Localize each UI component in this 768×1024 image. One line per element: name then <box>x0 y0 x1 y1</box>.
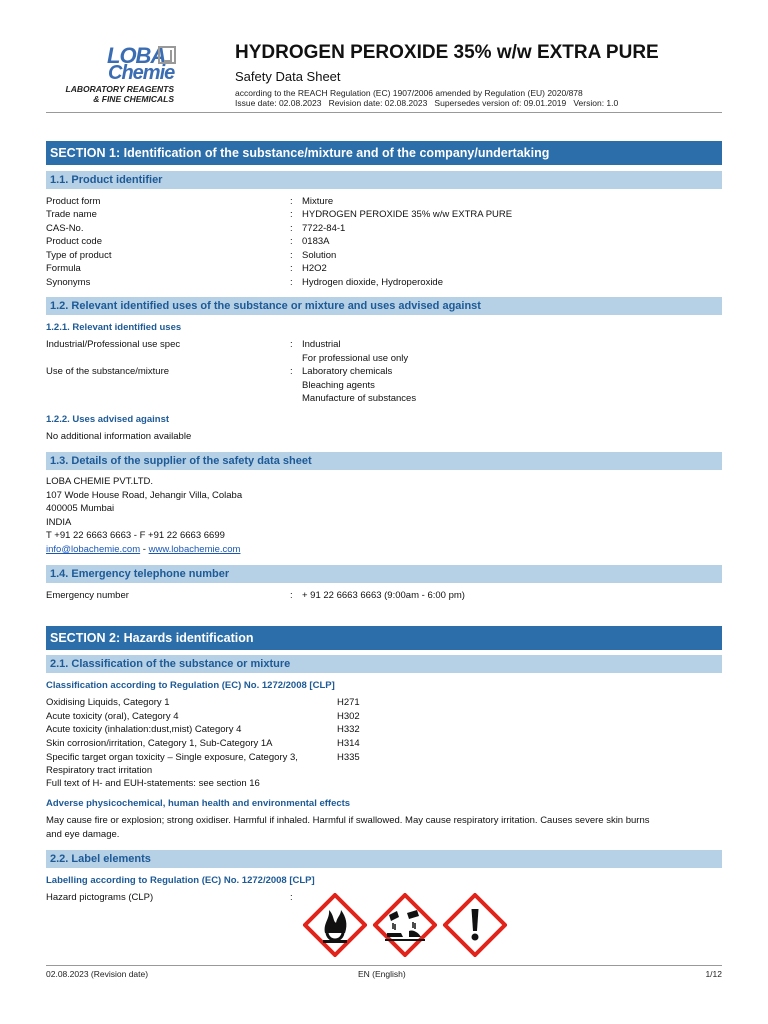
hazard-class: Skin corrosion/irritation, Category 1, Sub-Category 1A <box>46 738 273 749</box>
hazard-class-continued: Respiratory tract irritation <box>46 765 153 776</box>
flame-over-circle-icon <box>303 893 367 957</box>
corrosion-icon <box>373 893 437 957</box>
adverse-effects-text: May cause fire or explosion; strong oxidiser. Harmful if inhaled. Harmful if swallowed. May cause respiratory irritation. Causes severe skin burns <box>46 815 650 826</box>
field-value: Laboratory chemicals <box>302 366 393 377</box>
field-value: 0183A <box>302 236 330 247</box>
hazard-code: H302 <box>337 711 360 722</box>
emergency-number: + 91 22 6663 6663 (9:00am - 6:00 pm) <box>302 590 465 601</box>
document-dates: Issue date: 02.08.2023 Revision date: 02.08.2023 Supersedes version of: 09.01.2019 Version: 1.0 <box>235 98 619 108</box>
field-colon: : <box>290 366 293 377</box>
field-value: H2O2 <box>302 263 327 274</box>
field-colon: : <box>290 277 293 288</box>
advised-against-text: No additional information available <box>46 431 192 442</box>
field-colon: : <box>290 223 293 234</box>
clp-classification-heading: Classification according to Regulation (EC) No. 1272/2008 [CLP] <box>46 680 335 691</box>
field-colon: : <box>290 209 293 220</box>
field-colon: : <box>290 196 293 207</box>
logo-wordmark-top: LOBA <box>107 43 166 68</box>
hazard-class: Oxidising Liquids, Category 1 <box>46 697 170 708</box>
field-label: Formula <box>46 263 81 274</box>
document-subtitle: Safety Data Sheet <box>235 69 341 84</box>
field-label: Trade name <box>46 209 97 220</box>
supplier-address: 107 Wode House Road, Jehangir Villa, Colaba <box>46 490 243 501</box>
logo-wordmark-bottom: Chemie <box>108 62 175 84</box>
supplier-name: LOBA CHEMIE PVT.LTD. <box>46 476 153 487</box>
header-divider <box>46 112 722 113</box>
subsection-2-1-header: 2.1. Classification of the substance or mixture <box>46 655 722 673</box>
document-title: HYDROGEN PEROXIDE 35% w/w EXTRA PURE <box>235 42 659 63</box>
footer-revision-date: 02.08.2023 (Revision date) <box>46 969 149 979</box>
exclamation-mark-icon <box>443 893 507 957</box>
field-value: Industrial <box>302 339 341 350</box>
supplier-city: 400005 Mumbai <box>46 503 115 514</box>
hazard-class: Acute toxicity (oral), Category 4 <box>46 711 179 722</box>
link-separator: - <box>140 544 149 555</box>
field-label: Synonyms <box>46 277 91 288</box>
website-link[interactable]: www.lobachemie.com <box>148 544 241 555</box>
footer-divider <box>46 965 722 966</box>
hazard-code: H332 <box>337 724 360 735</box>
adverse-effects-heading: Adverse physicochemical, human health and environmental effects <box>46 798 351 809</box>
field-label: CAS-No. <box>46 223 84 234</box>
clp-labelling-heading: Labelling according to Regulation (EC) No. 1272/2008 [CLP] <box>46 875 315 886</box>
field-colon: : <box>290 590 293 601</box>
field-colon: : <box>290 263 293 274</box>
supplier-contact-links <box>46 544 240 556</box>
field-value: Mixture <box>302 196 334 207</box>
field-value: HYDROGEN PEROXIDE 35% w/w EXTRA PURE <box>302 209 513 220</box>
field-label: Industrial/Professional use spec <box>46 339 181 350</box>
hazard-class: Specific target organ toxicity – Single exposure, Category 3, <box>46 752 298 763</box>
field-value: Hydrogen dioxide, Hydroperoxide <box>302 277 443 288</box>
field-value: 7722-84-1 <box>302 223 346 234</box>
logo-tagline-1: LABORATORY REAGENTS <box>65 84 174 94</box>
hazard-code: H271 <box>337 697 360 708</box>
supplier-phone: T +91 22 6663 6663 - F +91 22 6663 6699 <box>46 530 225 541</box>
field-colon: : <box>290 250 293 261</box>
supplier-country: INDIA <box>46 517 72 528</box>
subsection-2-2-header: 2.2. Label elements <box>46 850 722 868</box>
hazard-code: H314 <box>337 738 360 749</box>
field-value: Manufacture of substances <box>302 393 417 404</box>
subheading-1-2-2: 1.2.2. Uses advised against <box>46 414 170 425</box>
footer-language: EN (English) <box>358 969 406 979</box>
regulation-note: according to the REACH Regulation (EC) 1907/2006 amended by Regulation (EU) 2020/878 <box>235 88 583 98</box>
logo-tagline-2: & FINE CHEMICALS <box>93 94 174 104</box>
field-value: Bleaching agents <box>302 380 375 391</box>
field-label: Type of product <box>46 250 112 261</box>
field-label: Hazard pictograms (CLP) <box>46 892 154 903</box>
full-text-note: Full text of H- and EUH-statements: see section 16 <box>46 778 260 789</box>
hazard-code: H335 <box>337 752 360 763</box>
field-colon: : <box>290 339 293 350</box>
field-colon: : <box>290 892 293 903</box>
subheading-1-2-1: 1.2.1. Relevant identified uses <box>46 322 182 333</box>
field-label: Emergency number <box>46 590 129 601</box>
field-value: Solution <box>302 250 337 261</box>
subsection-1-1-header: 1.1. Product identifier <box>46 171 722 189</box>
footer-page-number: 1/12 <box>705 969 722 979</box>
field-label: Use of the substance/mixture <box>46 366 170 377</box>
section-2-header: SECTION 2: Hazards identification <box>46 626 722 650</box>
subsection-1-2-header: 1.2. Relevant identified uses of the substance or mixture and uses advised against <box>46 297 722 315</box>
subsection-1-3-header: 1.3. Details of the supplier of the safety data sheet <box>46 452 722 470</box>
field-colon: : <box>290 236 293 247</box>
subsection-1-4-header: 1.4. Emergency telephone number <box>46 565 722 583</box>
field-label: Product form <box>46 196 101 207</box>
adverse-effects-text-cont: and eye damage. <box>46 829 120 840</box>
field-value: For professional use only <box>302 353 409 364</box>
field-label: Product code <box>46 236 102 247</box>
email-link[interactable]: info@lobachemie.com <box>46 544 141 555</box>
hazard-class: Acute toxicity (inhalation:dust,mist) Category 4 <box>46 724 242 735</box>
section-1-header: SECTION 1: Identification of the substance/mixture and of the company/undertaking <box>46 141 722 165</box>
